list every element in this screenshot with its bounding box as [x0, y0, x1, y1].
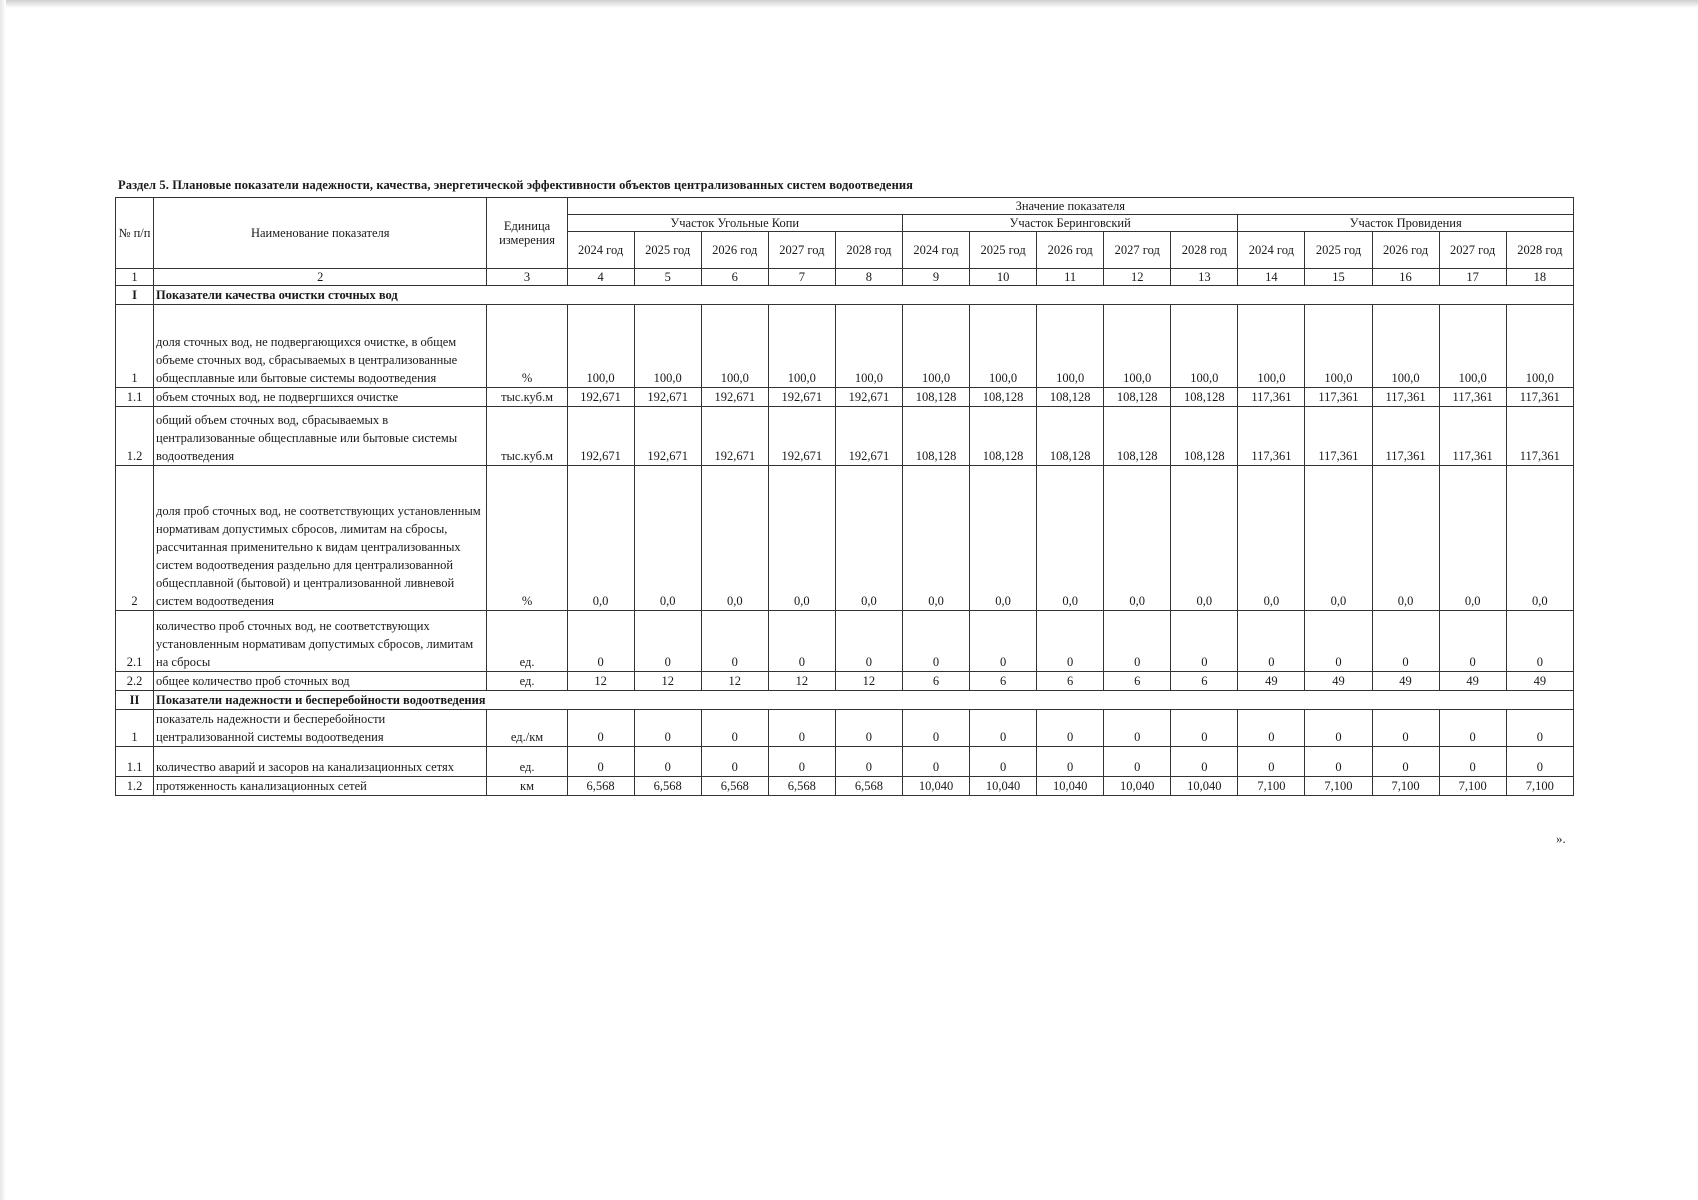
value-cell: 0 — [634, 611, 701, 672]
column-number: 8 — [835, 269, 902, 286]
value-cell: 49 — [1439, 672, 1506, 691]
value-cell: 192,671 — [768, 407, 835, 466]
value-cell: 0,0 — [1439, 466, 1506, 611]
value-cell: 117,361 — [1305, 407, 1372, 466]
header-site: Участок Угольные Копи — [567, 215, 902, 232]
section-title-cell: Показатели надежности и бесперебойности водоотведения — [154, 691, 1574, 710]
value-cell: 108,128 — [902, 407, 969, 466]
value-cell: 0 — [835, 611, 902, 672]
unit-cell: ед. — [487, 672, 567, 691]
value-cell: 0,0 — [567, 466, 634, 611]
row-number: 1.1 — [116, 747, 154, 777]
indicator-name: общий объем сточных вод, сбрасываемых в централизованные общесплавные или бытовые системы водоотведения — [154, 407, 487, 466]
value-cell: 117,361 — [1439, 388, 1506, 407]
value-cell: 0 — [902, 710, 969, 747]
value-cell: 100,0 — [1305, 305, 1372, 388]
column-number: 10 — [970, 269, 1037, 286]
row-number: 2.2 — [116, 672, 154, 691]
indicator-name: количество проб сточных вод, не соответствующих установленным нормативам допустимых сбросов, лимитам на сбросы — [154, 611, 487, 672]
value-cell: 12 — [835, 672, 902, 691]
value-cell: 0 — [634, 747, 701, 777]
value-cell: 10,040 — [1171, 777, 1238, 796]
column-numbers-row — [116, 269, 1574, 286]
column-number: 12 — [1104, 269, 1171, 286]
value-cell: 0 — [1372, 710, 1439, 747]
value-cell: 192,671 — [835, 388, 902, 407]
column-number: 1 — [116, 269, 154, 286]
value-cell: 0 — [701, 747, 768, 777]
value-cell: 117,361 — [1372, 407, 1439, 466]
value-cell: 49 — [1372, 672, 1439, 691]
value-cell: 0,0 — [634, 466, 701, 611]
section-title-cell: Показатели качества очистки сточных вод — [154, 286, 1574, 305]
value-cell: 0 — [970, 710, 1037, 747]
table-row — [116, 672, 1574, 691]
value-cell: 0,0 — [835, 466, 902, 611]
header-name: Наименование показателя — [154, 198, 487, 269]
indicator-name: общее количество проб сточных вод — [154, 672, 487, 691]
value-cell: 6,568 — [768, 777, 835, 796]
table-row — [116, 407, 1574, 466]
value-cell: 7,100 — [1238, 777, 1305, 796]
value-cell: 10,040 — [970, 777, 1037, 796]
unit-cell: % — [487, 466, 567, 611]
table-row — [116, 611, 1574, 672]
header-year: 2028 год — [835, 232, 902, 269]
value-cell: 0 — [1037, 710, 1104, 747]
table-row — [116, 388, 1574, 407]
value-cell: 117,361 — [1238, 388, 1305, 407]
value-cell: 0,0 — [970, 466, 1037, 611]
column-number: 13 — [1171, 269, 1238, 286]
value-cell: 100,0 — [1238, 305, 1305, 388]
column-number: 5 — [634, 269, 701, 286]
value-cell: 0 — [1305, 710, 1372, 747]
value-cell: 6 — [902, 672, 969, 691]
value-cell: 0 — [1104, 611, 1171, 672]
value-cell: 108,128 — [1104, 407, 1171, 466]
header-num: № п/п — [116, 198, 154, 269]
header-year: 2025 год — [1305, 232, 1372, 269]
value-cell: 0 — [1104, 710, 1171, 747]
value-cell: 0 — [902, 611, 969, 672]
value-cell: 0 — [835, 747, 902, 777]
value-cell: 0,0 — [1372, 466, 1439, 611]
value-cell: 0 — [970, 611, 1037, 672]
section-number: I — [116, 286, 154, 305]
value-cell: 108,128 — [1171, 388, 1238, 407]
unit-cell: ед. — [487, 747, 567, 777]
value-cell: 0 — [1171, 710, 1238, 747]
value-cell: 0 — [1037, 611, 1104, 672]
value-cell: 12 — [701, 672, 768, 691]
value-cell: 0,0 — [768, 466, 835, 611]
value-cell: 0 — [1305, 611, 1372, 672]
value-cell: 0,0 — [902, 466, 969, 611]
value-cell: 7,100 — [1372, 777, 1439, 796]
value-cell: 192,671 — [634, 407, 701, 466]
value-cell: 0 — [1171, 611, 1238, 672]
header-year: 2024 год — [1238, 232, 1305, 269]
column-number: 14 — [1238, 269, 1305, 286]
value-cell: 100,0 — [902, 305, 969, 388]
value-cell: 0 — [567, 747, 634, 777]
column-number: 18 — [1506, 269, 1573, 286]
value-cell: 6 — [970, 672, 1037, 691]
header-year: 2027 год — [1104, 232, 1171, 269]
value-cell: 100,0 — [970, 305, 1037, 388]
header-year: 2026 год — [1037, 232, 1104, 269]
value-cell: 192,671 — [701, 388, 768, 407]
column-number: 9 — [902, 269, 969, 286]
value-cell: 108,128 — [1037, 388, 1104, 407]
value-cell: 0 — [1238, 747, 1305, 777]
indicators-table — [115, 197, 1574, 796]
value-cell: 100,0 — [1372, 305, 1439, 388]
value-cell: 0 — [701, 611, 768, 672]
value-cell: 192,671 — [567, 407, 634, 466]
column-number: 7 — [768, 269, 835, 286]
value-cell: 7,100 — [1305, 777, 1372, 796]
column-number: 11 — [1037, 269, 1104, 286]
value-cell: 0,0 — [1305, 466, 1372, 611]
value-cell: 6,568 — [634, 777, 701, 796]
indicator-name: доля сточных вод, не подвергающихся очистке, в общем объеме сточных вод, сбрасываемых в централизованные общесплавные или бытовые системы водоотведения — [154, 305, 487, 388]
value-cell: 100,0 — [1439, 305, 1506, 388]
value-cell: 0 — [701, 710, 768, 747]
value-cell: 49 — [1506, 672, 1573, 691]
indicator-name: количество аварий и засоров на канализационных сетях — [154, 747, 487, 777]
header-year: 2028 год — [1506, 232, 1573, 269]
value-cell: 6 — [1104, 672, 1171, 691]
value-cell: 108,128 — [1171, 407, 1238, 466]
value-cell: 100,0 — [634, 305, 701, 388]
table-row — [116, 747, 1574, 777]
value-cell: 0 — [1439, 710, 1506, 747]
value-cell: 0 — [1104, 747, 1171, 777]
value-cell: 0 — [768, 747, 835, 777]
indicator-name: объем сточных вод, не подвергшихся очистке — [154, 388, 487, 407]
table-body — [116, 286, 1574, 796]
value-cell: 100,0 — [1171, 305, 1238, 388]
value-cell: 0 — [1305, 747, 1372, 777]
section-title: Раздел 5. Плановые показатели надежности, качества, энергетической эффективности объектов централизованных систем водоотведения — [118, 178, 914, 192]
value-cell: 0,0 — [1104, 466, 1171, 611]
value-cell: 117,361 — [1506, 407, 1573, 466]
value-cell: 7,100 — [1439, 777, 1506, 796]
table-header — [116, 198, 1574, 286]
value-cell: 12 — [567, 672, 634, 691]
value-cell: 117,361 — [1305, 388, 1372, 407]
value-cell: 0 — [1238, 710, 1305, 747]
section-header-row — [116, 691, 1574, 710]
header-unit: Единица измерения — [487, 198, 567, 269]
value-cell: 0,0 — [1238, 466, 1305, 611]
indicator-name: доля проб сточных вод, не соответствующих установленным нормативам допустимых сбросов, лимитам на сбросы, рассчитанная применительно к видам централизованных систем водоотведения раздельно для централизованной общесплавной (бытовой) и централизованной ливневой систем водоотведения — [154, 466, 487, 611]
value-cell: 0 — [768, 710, 835, 747]
value-cell: 0 — [567, 611, 634, 672]
value-cell: 0 — [1439, 611, 1506, 672]
value-cell: 192,671 — [634, 388, 701, 407]
unit-cell: % — [487, 305, 567, 388]
header-year: 2026 год — [1372, 232, 1439, 269]
unit-cell: ед. — [487, 611, 567, 672]
row-number: 1.2 — [116, 777, 154, 796]
row-number: 1 — [116, 710, 154, 747]
closing-quote: ». — [1556, 831, 1566, 846]
value-cell: 100,0 — [1104, 305, 1171, 388]
scan-edge-left — [0, 0, 6, 1200]
value-cell: 12 — [634, 672, 701, 691]
table-row — [116, 305, 1574, 388]
column-number: 17 — [1439, 269, 1506, 286]
value-cell: 108,128 — [970, 407, 1037, 466]
value-cell: 108,128 — [902, 388, 969, 407]
header-site: Участок Беринговский — [902, 215, 1237, 232]
column-number: 15 — [1305, 269, 1372, 286]
value-cell: 0 — [1506, 710, 1573, 747]
value-cell: 192,671 — [567, 388, 634, 407]
header-year: 2028 год — [1171, 232, 1238, 269]
value-cell: 10,040 — [1037, 777, 1104, 796]
value-cell: 10,040 — [1104, 777, 1171, 796]
section-number: II — [116, 691, 154, 710]
unit-cell: тыс.куб.м — [487, 388, 567, 407]
table-row — [116, 777, 1574, 796]
header-year: 2025 год — [970, 232, 1037, 269]
value-cell: 0 — [1372, 747, 1439, 777]
value-cell: 192,671 — [701, 407, 768, 466]
unit-cell: ед./км — [487, 710, 567, 747]
value-cell: 117,361 — [1439, 407, 1506, 466]
value-cell: 0 — [567, 710, 634, 747]
value-cell: 100,0 — [567, 305, 634, 388]
row-number: 1 — [116, 305, 154, 388]
value-cell: 0 — [1439, 747, 1506, 777]
value-cell: 100,0 — [835, 305, 902, 388]
table-row — [116, 710, 1574, 747]
value-cell: 0 — [1506, 747, 1573, 777]
value-cell: 0,0 — [1506, 466, 1573, 611]
value-cell: 100,0 — [1506, 305, 1573, 388]
value-cell: 0 — [1037, 747, 1104, 777]
unit-cell: тыс.куб.м — [487, 407, 567, 466]
value-cell: 0 — [768, 611, 835, 672]
value-cell: 0,0 — [701, 466, 768, 611]
value-cell: 0,0 — [1171, 466, 1238, 611]
value-cell: 0 — [970, 747, 1037, 777]
header-site: Участок Провидения — [1238, 215, 1574, 232]
row-number: 2.1 — [116, 611, 154, 672]
value-cell: 108,128 — [1037, 407, 1104, 466]
header-value-group: Значение показателя — [567, 198, 1573, 215]
value-cell: 117,361 — [1506, 388, 1573, 407]
value-cell: 108,128 — [1104, 388, 1171, 407]
header-row-value-group — [116, 198, 1574, 215]
header-year: 2024 год — [567, 232, 634, 269]
row-number: 1.1 — [116, 388, 154, 407]
indicator-name: протяженность канализационных сетей — [154, 777, 487, 796]
column-number: 4 — [567, 269, 634, 286]
header-year: 2026 год — [701, 232, 768, 269]
header-year: 2027 год — [768, 232, 835, 269]
value-cell: 117,361 — [1238, 407, 1305, 466]
value-cell: 108,128 — [970, 388, 1037, 407]
value-cell: 0 — [634, 710, 701, 747]
row-number: 1.2 — [116, 407, 154, 466]
value-cell: 0 — [902, 747, 969, 777]
value-cell: 100,0 — [1037, 305, 1104, 388]
value-cell: 0 — [1238, 611, 1305, 672]
table-row — [116, 466, 1574, 611]
row-number: 2 — [116, 466, 154, 611]
value-cell: 6,568 — [567, 777, 634, 796]
value-cell: 0 — [1171, 747, 1238, 777]
header-year: 2024 год — [902, 232, 969, 269]
value-cell: 192,671 — [768, 388, 835, 407]
unit-cell: км — [487, 777, 567, 796]
scan-edge-top — [0, 0, 1698, 8]
column-number: 16 — [1372, 269, 1439, 286]
value-cell: 10,040 — [902, 777, 969, 796]
indicator-name: показатель надежности и бесперебойности централизованной системы водоотведения — [154, 710, 487, 747]
column-number: 6 — [701, 269, 768, 286]
value-cell: 6 — [1037, 672, 1104, 691]
value-cell: 6,568 — [835, 777, 902, 796]
value-cell: 0,0 — [1037, 466, 1104, 611]
value-cell: 0 — [1372, 611, 1439, 672]
value-cell: 0 — [835, 710, 902, 747]
value-cell: 12 — [768, 672, 835, 691]
value-cell: 6 — [1171, 672, 1238, 691]
section-header-row — [116, 286, 1574, 305]
value-cell: 7,100 — [1506, 777, 1573, 796]
value-cell: 100,0 — [701, 305, 768, 388]
header-year: 2027 год — [1439, 232, 1506, 269]
value-cell: 100,0 — [768, 305, 835, 388]
value-cell: 6,568 — [701, 777, 768, 796]
value-cell: 49 — [1305, 672, 1372, 691]
value-cell: 0 — [1506, 611, 1573, 672]
value-cell: 49 — [1238, 672, 1305, 691]
value-cell: 117,361 — [1372, 388, 1439, 407]
value-cell: 192,671 — [835, 407, 902, 466]
column-number: 2 — [154, 269, 487, 286]
header-year: 2025 год — [634, 232, 701, 269]
column-number: 3 — [487, 269, 567, 286]
